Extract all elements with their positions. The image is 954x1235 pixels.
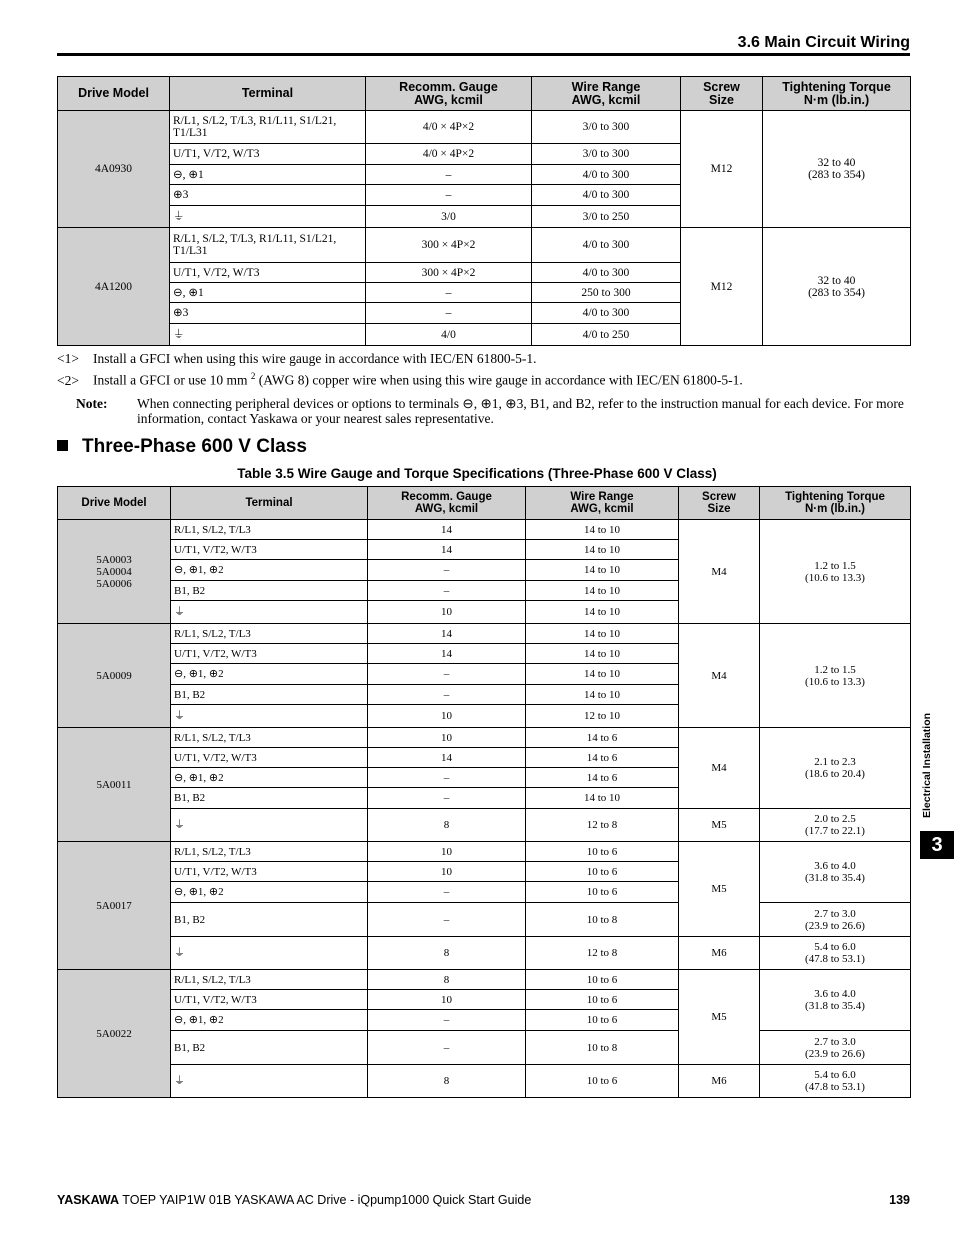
gauge-cell: –: [368, 560, 526, 581]
table-row: [58, 842, 911, 862]
ground-icon: ⏚: [171, 705, 368, 728]
drive-model-cell: 5A0011: [58, 728, 171, 842]
range-cell: 14 to 10: [526, 540, 679, 560]
range-cell: 4/0 to 300: [532, 165, 681, 185]
superscript: 2: [250, 371, 256, 381]
torque-cell: 1.2 to 1.5 (10.6 to 13.3): [760, 624, 911, 728]
torque-cell: 2.7 to 3.0 (23.9 to 26.6): [760, 1031, 911, 1065]
footnote-text: Install a GFCI when using this wire gauge in accordance with IEC/EN 61800-5-1.: [93, 351, 537, 366]
range-cell: 12 to 10: [526, 705, 679, 728]
torque-cell: 5.4 to 6.0 (47.8 to 53.1): [760, 937, 911, 970]
col-wire-range: Wire Range AWG, kcmil: [532, 77, 681, 111]
gauge-cell: 300 × 4P×2: [366, 228, 532, 263]
gauge-cell: 8: [368, 937, 526, 970]
ground-icon: ⏚: [170, 206, 366, 228]
range-cell: 3/0 to 300: [532, 144, 681, 165]
table-row: [58, 520, 911, 540]
torque-cell: 2.7 to 3.0 (23.9 to 26.6): [760, 903, 911, 937]
terminal-cell: U/T1, V/T2, W/T3: [171, 540, 368, 560]
chapter-tab: 3: [920, 831, 954, 859]
gauge-cell: 10: [368, 601, 526, 624]
terminal-cell: R/L1, S/L2, T/L3: [171, 520, 368, 540]
gauge-cell: 10: [368, 862, 526, 882]
side-tab-label: Electrical Installation: [921, 712, 933, 818]
range-cell: 3/0 to 250: [532, 206, 681, 228]
footnote-mark: <2>: [57, 372, 79, 388]
col-recomm-gauge: Recomm. Gauge AWG, kcmil: [366, 77, 532, 111]
col-terminal: Terminal: [170, 77, 366, 111]
terminal-cell: U/T1, V/T2, W/T3: [171, 748, 368, 768]
range-cell: 14 to 10: [526, 601, 679, 624]
table-caption: Table 3.5 Wire Gauge and Torque Specifications (Three-Phase 600 V Class): [237, 466, 717, 481]
drive-model-cell: 4A1200: [58, 228, 170, 346]
screw-cell: M4: [679, 728, 760, 809]
footer: [57, 1193, 531, 1207]
range-cell: 10 to 6: [526, 1065, 679, 1098]
gauge-cell: –: [366, 303, 532, 324]
range-cell: 14 to 6: [526, 748, 679, 768]
gauge-cell: –: [366, 185, 532, 206]
terminal-cell: U/T1, V/T2, W/T3: [171, 990, 368, 1010]
range-cell: 14 to 10: [526, 520, 679, 540]
footnote-text-cont: (AWG 8) copper wire when using this wire gauge in accordance with IEC/EN 61800-5-1.: [255, 372, 743, 388]
ground-icon: ⏚: [171, 809, 368, 842]
footnote-2: [57, 371, 743, 389]
range-cell: 4/0 to 300: [532, 303, 681, 324]
torque-cell: 3.6 to 4.0 (31.8 to 35.4): [760, 970, 911, 1031]
terminal-cell: ⊖, ⊕1, ⊕2: [171, 560, 368, 581]
note-block: [76, 396, 908, 426]
terminal-cell: ⊖, ⊕1, ⊕2: [171, 768, 368, 788]
terminal-cell: R/L1, S/L2, T/L3: [171, 624, 368, 644]
table-row: [58, 228, 911, 263]
square-bullet-icon: [57, 440, 68, 451]
footnote-text: Install a GFCI or use 10 mm: [93, 372, 248, 388]
range-cell: 10 to 6: [526, 1010, 679, 1031]
range-cell: 4/0 to 300: [532, 228, 681, 263]
page-header-title: 3.6 Main Circuit Wiring: [737, 34, 910, 51]
gauge-cell: –: [368, 664, 526, 685]
range-cell: 4/0 to 300: [532, 263, 681, 283]
gauge-cell: 14: [368, 520, 526, 540]
ground-icon: ⏚: [170, 324, 366, 346]
terminal-cell: R/L1, S/L2, T/L3: [171, 842, 368, 862]
gauge-cell: –: [368, 788, 526, 809]
gauge-cell: 14: [368, 644, 526, 664]
table-row: [58, 728, 911, 748]
gauge-cell: 10: [368, 990, 526, 1010]
gauge-cell: –: [368, 768, 526, 788]
wire-gauge-table-600v: [57, 486, 911, 1098]
section-heading: [57, 436, 307, 458]
gauge-cell: 8: [368, 1065, 526, 1098]
torque-cell: 32 to 40 (283 to 354): [763, 111, 911, 228]
screw-cell: M5: [679, 809, 760, 842]
range-cell: 14 to 10: [526, 644, 679, 664]
gauge-cell: –: [366, 283, 532, 303]
gauge-cell: 8: [368, 970, 526, 990]
col-screw-size: Screw Size: [681, 77, 763, 111]
gauge-cell: 10: [368, 705, 526, 728]
range-cell: 10 to 6: [526, 842, 679, 862]
wire-gauge-table-400v: [57, 76, 911, 346]
footnote-mark: <1>: [57, 351, 79, 366]
range-cell: 14 to 10: [526, 788, 679, 809]
ground-icon: ⏚: [171, 601, 368, 624]
terminal-cell: U/T1, V/T2, W/T3: [170, 263, 366, 283]
note-label: Note:: [76, 396, 108, 411]
range-cell: 14 to 6: [526, 728, 679, 748]
screw-cell: M5: [679, 842, 760, 937]
gauge-cell: 4/0 × 4P×2: [366, 111, 532, 144]
terminal-cell: B1, B2: [171, 685, 368, 705]
terminal-cell: ⊖, ⊕1, ⊕2: [171, 1010, 368, 1031]
range-cell: 12 to 8: [526, 809, 679, 842]
screw-cell: M4: [679, 520, 760, 624]
range-cell: 10 to 6: [526, 882, 679, 903]
terminal-cell: U/T1, V/T2, W/T3: [170, 144, 366, 165]
range-cell: 14 to 10: [526, 624, 679, 644]
screw-cell: M6: [679, 937, 760, 970]
col-tightening-torque: Tightening Torque N·m (lb.in.): [760, 487, 911, 520]
terminal-cell: U/T1, V/T2, W/T3: [171, 644, 368, 664]
note-text: When connecting peripheral devices or options to terminals ⊖, ⊕1, ⊕3, B1, and B2, refer to the instruction manual for each device. For more information, contact Yaskawa or your nearest sales representative.: [137, 396, 904, 426]
col-recomm-gauge: Recomm. Gauge AWG, kcmil: [368, 487, 526, 520]
terminal-cell: ⊖, ⊕1: [170, 283, 366, 303]
range-cell: 14 to 10: [526, 581, 679, 601]
terminal-cell: R/L1, S/L2, T/L3: [171, 728, 368, 748]
torque-cell: 1.2 to 1.5 (10.6 to 13.3): [760, 520, 911, 624]
terminal-cell: U/T1, V/T2, W/T3: [171, 862, 368, 882]
table-row: [58, 809, 911, 842]
table-row: [58, 111, 911, 144]
drive-model-cell: 4A0930: [58, 111, 170, 228]
gauge-cell: 10: [368, 728, 526, 748]
terminal-cell: ⊖, ⊕1, ⊕2: [171, 882, 368, 903]
range-cell: 10 to 8: [526, 1031, 679, 1065]
drive-model-cell: 5A0022: [58, 970, 171, 1098]
range-cell: 10 to 6: [526, 862, 679, 882]
terminal-cell: B1, B2: [171, 903, 368, 937]
range-cell: 3/0 to 300: [532, 111, 681, 144]
gauge-cell: 8: [368, 809, 526, 842]
col-wire-range: Wire Range AWG, kcmil: [526, 487, 679, 520]
gauge-cell: –: [368, 1031, 526, 1065]
screw-cell: M4: [679, 624, 760, 728]
table-row: [58, 1031, 911, 1065]
screw-cell: M5: [679, 970, 760, 1065]
gauge-cell: 14: [368, 624, 526, 644]
gauge-cell: 3/0: [366, 206, 532, 228]
range-cell: 14 to 6: [526, 768, 679, 788]
terminal-cell: ⊖, ⊕1: [170, 165, 366, 185]
gauge-cell: 14: [368, 748, 526, 768]
col-tightening-torque: Tightening Torque N·m (lb.in.): [763, 77, 911, 111]
drive-model-cell: 5A0017: [58, 842, 171, 970]
range-cell: 12 to 8: [526, 937, 679, 970]
footnote-1: [57, 351, 537, 367]
drive-model-cell: 5A0009: [58, 624, 171, 728]
terminal-cell: ⊖, ⊕1, ⊕2: [171, 664, 368, 685]
drive-model-cell: 5A0003 5A0004 5A0006: [58, 520, 171, 624]
terminal-cell: B1, B2: [171, 1031, 368, 1065]
range-cell: 4/0 to 250: [532, 324, 681, 346]
torque-cell: 2.1 to 2.3 (18.6 to 20.4): [760, 728, 911, 809]
range-cell: 10 to 8: [526, 903, 679, 937]
col-terminal: Terminal: [171, 487, 368, 520]
gauge-cell: –: [368, 882, 526, 903]
col-drive-model: Drive Model: [58, 487, 171, 520]
ground-icon: ⏚: [171, 937, 368, 970]
range-cell: 10 to 6: [526, 990, 679, 1010]
ground-icon: ⏚: [171, 1065, 368, 1098]
gauge-cell: –: [368, 581, 526, 601]
gauge-cell: –: [368, 685, 526, 705]
page-number: 139: [889, 1193, 910, 1207]
gauge-cell: 4/0 × 4P×2: [366, 144, 532, 165]
section-title: Three-Phase 600 V Class: [82, 436, 307, 457]
terminal-cell: ⊕3: [170, 185, 366, 206]
col-drive-model: Drive Model: [58, 77, 170, 111]
range-cell: 14 to 10: [526, 664, 679, 685]
torque-cell: 3.6 to 4.0 (31.8 to 35.4): [760, 842, 911, 903]
gauge-cell: –: [368, 903, 526, 937]
table-row: [58, 937, 911, 970]
torque-cell: 2.0 to 2.5 (17.7 to 22.1): [760, 809, 911, 842]
screw-cell: M12: [681, 111, 763, 228]
range-cell: 10 to 6: [526, 970, 679, 990]
terminal-cell: R/L1, S/L2, T/L3, R1/L11, S1/L21, T1/L31: [170, 228, 366, 263]
header-rule: [57, 53, 910, 56]
footer-doc-title: TOEP YAIP1W 01B YASKAWA AC Drive - iQpump1000 Quick Start Guide: [119, 1193, 532, 1207]
torque-cell: 5.4 to 6.0 (47.8 to 53.1): [760, 1065, 911, 1098]
terminal-cell: ⊕3: [170, 303, 366, 324]
torque-cell: 32 to 40 (283 to 354): [763, 228, 911, 346]
range-cell: 14 to 10: [526, 685, 679, 705]
table-row: [58, 903, 911, 937]
range-cell: 250 to 300: [532, 283, 681, 303]
gauge-cell: 10: [368, 842, 526, 862]
terminal-cell: R/L1, S/L2, T/L3, R1/L11, S1/L21, T1/L31: [170, 111, 366, 144]
gauge-cell: –: [366, 165, 532, 185]
screw-cell: M12: [681, 228, 763, 346]
gauge-cell: 14: [368, 540, 526, 560]
table-row: [58, 1065, 911, 1098]
range-cell: 14 to 10: [526, 560, 679, 581]
gauge-cell: –: [368, 1010, 526, 1031]
table-row: [58, 624, 911, 644]
table-row: [58, 970, 911, 990]
col-screw-size: Screw Size: [679, 487, 760, 520]
gauge-cell: 4/0: [366, 324, 532, 346]
terminal-cell: B1, B2: [171, 581, 368, 601]
footer-brand: YASKAWA: [57, 1193, 120, 1207]
screw-cell: M6: [679, 1065, 760, 1098]
range-cell: 4/0 to 300: [532, 185, 681, 206]
terminal-cell: R/L1, S/L2, T/L3: [171, 970, 368, 990]
terminal-cell: B1, B2: [171, 788, 368, 809]
gauge-cell: 300 × 4P×2: [366, 263, 532, 283]
